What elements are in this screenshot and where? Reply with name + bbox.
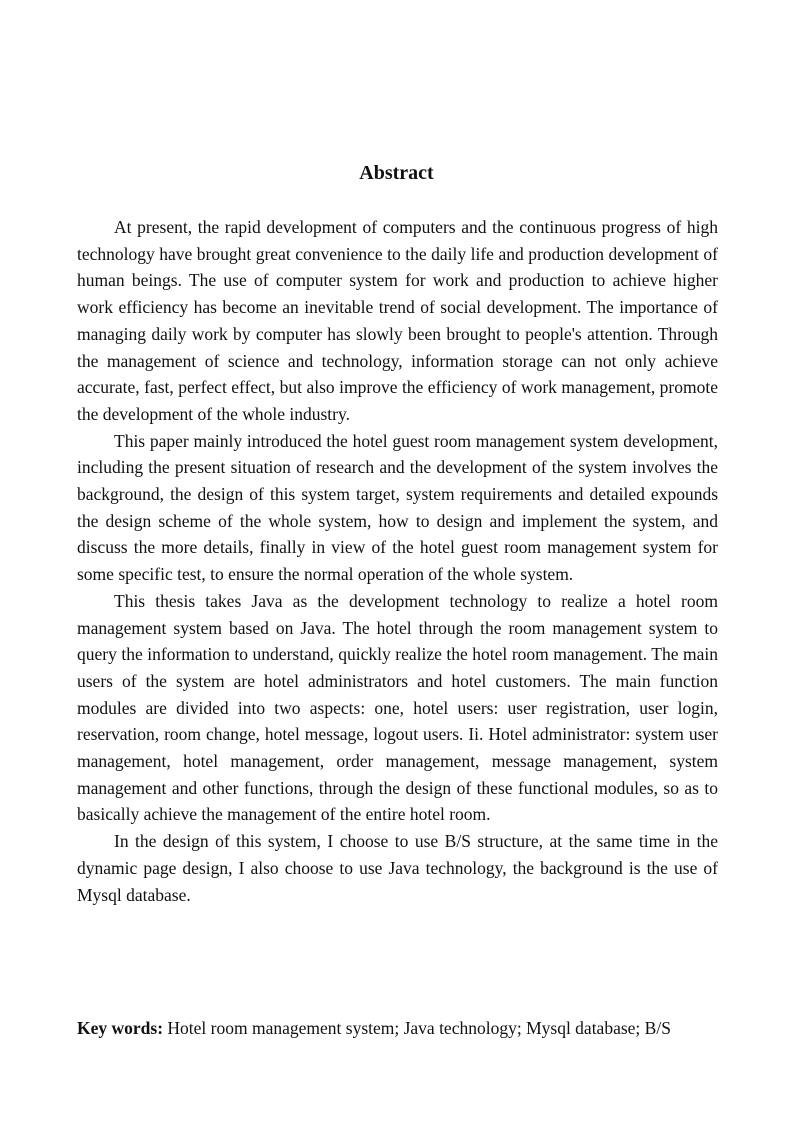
keywords-label: Key words: [77, 1018, 164, 1038]
abstract-body [77, 214, 718, 908]
abstract-paragraph-1: At present, the rapid development of computers and the continuous progress of high technology have brought great convenience to the daily life and production development of human beings. The use of computer system for work and production to achieve higher work efficiency has become an inevitable trend of social development. The importance of managing daily work by computer has slowly been brought to people's attention. Through the management of science and technology, information storage can not only achieve accurate, fast, perfect effect, but also improve the efficiency of work management, promote the development of the whole industry. [77, 217, 718, 424]
abstract-title: Abstract [359, 162, 434, 184]
keywords-line [77, 1015, 727, 1041]
abstract-paragraph-4: In the design of this system, I choose to use B/S structure, at the same time in the dynamic page design, I also choose to use Java technology, the background is the use of Mysql database. [77, 831, 718, 905]
abstract-paragraph-2: This paper mainly introduced the hotel guest room management system development, including the present situation of research and the development of the system involves the background, the design of this system target, system requirements and detailed expounds the design scheme of the whole system, how to design and implement the system, and discuss the more details, finally in view of the hotel guest room management system for some specific test, to ensure the normal operation of the whole system. [77, 430, 718, 585]
abstract-paragraph-3: This thesis takes Java as the development technology to realize a hotel room management system based on Java. The hotel through the room management system to query the information to understand, quickly realize the hotel room management. The main users of the system are hotel administrators and hotel customers. The main function modules are divided into two aspects: one, hotel users: user registration, user login, reservation, room change, hotel message, logout users. Ii. Hotel administrator: system user management, hotel management, order management, message management, system management and other functions, through the design of these functional modules, so as to basically achieve the management of the entire hotel room. [77, 590, 718, 825]
keywords-text: Hotel room management system; Java technology; Mysql database; B/S [163, 1018, 671, 1038]
